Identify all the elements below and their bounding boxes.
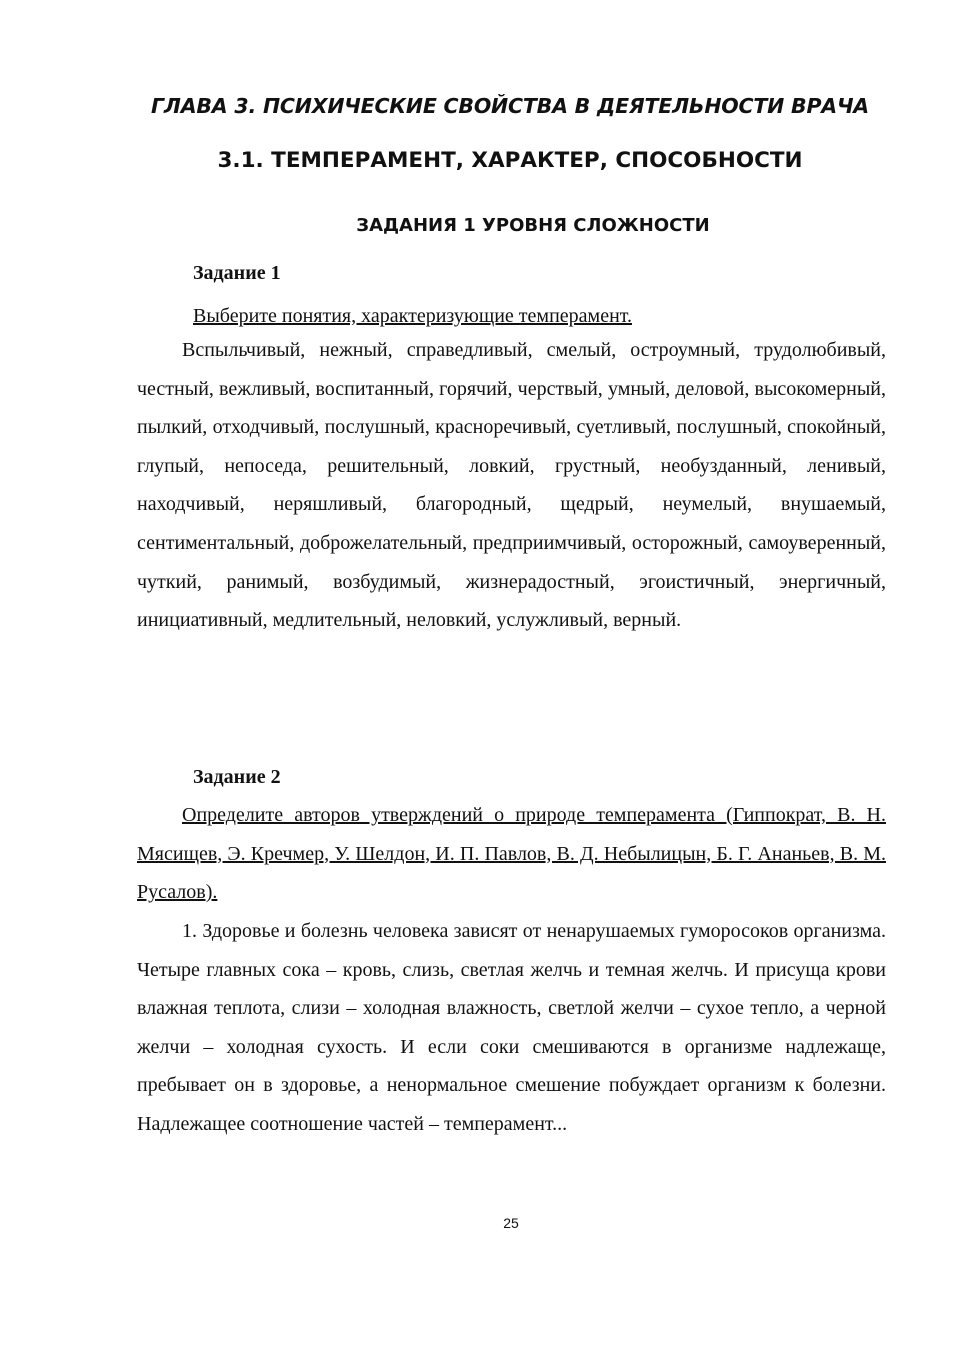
task-1-heading: Задание 1 [193, 262, 281, 284]
page-number: 25 [503, 1215, 519, 1231]
chapter-title: ГЛАВА 3. ПСИХИЧЕСКИЕ СВОЙСТВА В ДЕЯТЕЛЬНОСТИ ВРАЧА [151, 94, 869, 118]
task-2-instruction [137, 796, 886, 912]
task-2-statement-1: 1. Здоровье и болезнь человека зависят от ненарушаемых гуморосоков организма. Четыре главных сока – кровь, слизь, светлая желчь и темная желчь. И присуща крови влажная теплота, слизи – холодная влажность, светлой желчи – сухое тепло, а черной желчи – холодная сухость. И если соки смешиваются в организме надлежаще, пребывает он в здоровье, а ненормальное смешение побуждает организм к болезни. Надлежащее соотношение частей – темперамент... [137, 920, 886, 1135]
task-2-instruction-text: Определите авторов утверждений о природе темперамента (Гиппократ, В. Н. Мясищев, Э. Кречмер, У. Шелдон, И. П. Павлов, В. Д. Небылицын, Б. Г. Ананьев, В. М. Русалов). [137, 804, 886, 904]
task-2-heading: Задание 2 [193, 766, 281, 788]
task-1-instruction: Выберите понятия, характеризующие темперамент. [193, 305, 633, 327]
section-title: 3.1. ТЕМПЕРАМЕНТ, ХАРАКТЕР, СПОСОБНОСТИ [217, 148, 803, 173]
task-1-word-list: Вспыльчивый, нежный, справедливый, смелый, остроумный, трудолюбивый, честный, вежливый, воспитанный, горячий, черствый, умный, деловой, высокомерный, пылкий, отходчивый, послушный, красноречивый, суетливый, послушный, спокойный, глупый, непоседа, решительный, ловкий, грустный, необузданный, ленивый, находчивый, неряшливый, благородный, щедрый, неумелый, внушаемый, сентиментальный, доброжелательный, предприимчивый, осторожный, самоуверенный, чуткий, ранимый, возбудимый, жизнерадостный, эгоистичный, энергичный, инициативный, медлительный, неловкий, услужливый, верный. [137, 339, 886, 632]
difficulty-level-title: ЗАДАНИЯ 1 УРОВНЯ СЛОЖНОСТИ [356, 215, 710, 236]
